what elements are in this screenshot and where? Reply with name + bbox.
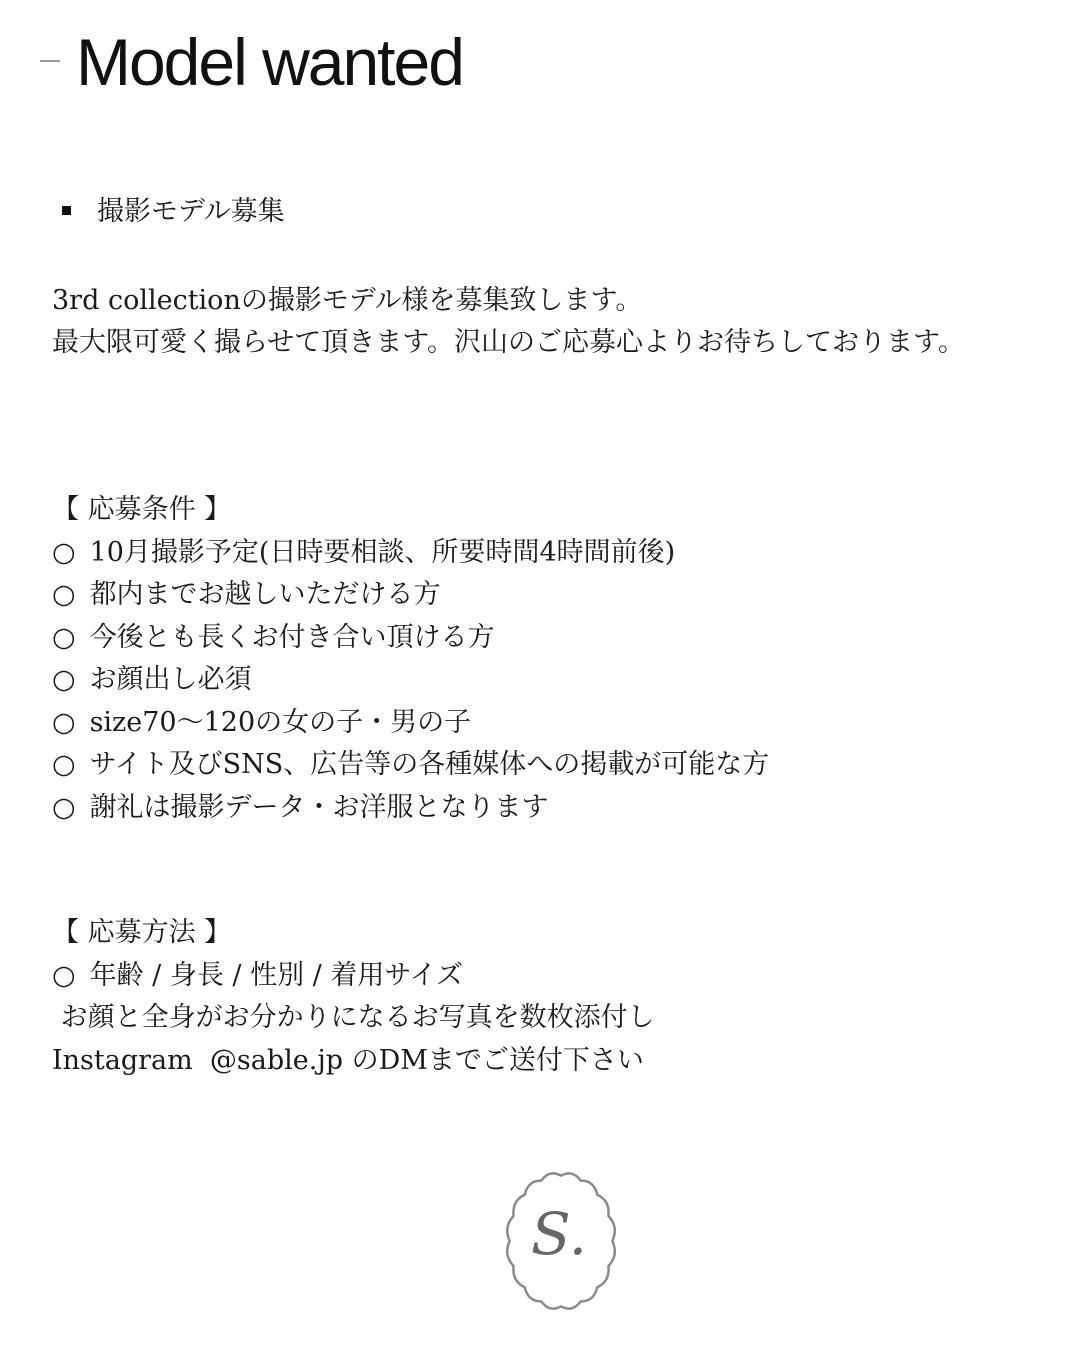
circle-bullet-icon: ○ bbox=[52, 791, 76, 823]
circle-bullet-icon: ○ bbox=[52, 706, 76, 738]
scalloped-badge-logo bbox=[504, 1170, 618, 1312]
circle-bullet-icon: ○ bbox=[52, 536, 76, 568]
condition-text: サイト及びSNS、広告等の各種媒体への掲載が可能な方 bbox=[89, 749, 770, 780]
intro-line: 最大限可愛く撮らせて頂きます。沢山のご応募心よりお待ちしております。 bbox=[52, 327, 965, 358]
circle-bullet-icon: ○ bbox=[52, 959, 76, 991]
method-line: Instagram @sable.jp のDMまでご送付下さい bbox=[52, 1044, 644, 1076]
condition-item bbox=[52, 617, 769, 660]
circle-bullet-icon: ○ bbox=[52, 579, 76, 610]
condition-text: 10月撮影予定(日時要相談、所要時間4時間前後) bbox=[89, 536, 676, 568]
logo-text: S. bbox=[530, 1200, 588, 1268]
conditions-block bbox=[52, 489, 769, 829]
condition-text: 今後とも長くお付き合い頂ける方 bbox=[89, 621, 495, 653]
circle-bullet-icon: ○ bbox=[52, 664, 76, 695]
condition-text: 都内までお越しいただける方 bbox=[89, 579, 441, 610]
condition-text: size70〜120の女の子・男の子 bbox=[89, 706, 472, 738]
condition-item bbox=[52, 787, 769, 830]
method-text: 年齢 / 身長 / 性別 / 着用サイズ bbox=[89, 959, 464, 991]
condition-item bbox=[52, 574, 769, 617]
condition-item bbox=[52, 702, 769, 745]
circle-bullet-icon: ○ bbox=[52, 621, 76, 653]
circle-bullet-icon: ○ bbox=[52, 749, 76, 780]
method-item bbox=[52, 955, 655, 998]
condition-text: 謝礼は撮影データ・お洋服となります bbox=[89, 791, 549, 823]
method-heading: 【 応募方法 】 bbox=[52, 917, 232, 948]
section-heading bbox=[62, 194, 285, 230]
intro-line: 3rd collectionの撮影モデル様を募集致します。 bbox=[52, 285, 643, 316]
condition-text: お顔出し必須 bbox=[89, 664, 252, 695]
conditions-heading: 【 応募条件 】 bbox=[52, 494, 232, 525]
square-bullet-icon bbox=[62, 206, 71, 215]
title-dash bbox=[40, 60, 60, 62]
condition-item bbox=[52, 744, 769, 787]
condition-item bbox=[52, 659, 769, 702]
section-heading-text: 撮影モデル募集 bbox=[97, 196, 285, 227]
method-block bbox=[52, 912, 655, 1082]
page-title: Model wanted bbox=[76, 25, 463, 99]
intro-text bbox=[52, 280, 965, 364]
condition-item bbox=[52, 532, 769, 575]
method-line: お顔と全身がお分かりになるお写真を数枚添付し bbox=[52, 1002, 655, 1033]
